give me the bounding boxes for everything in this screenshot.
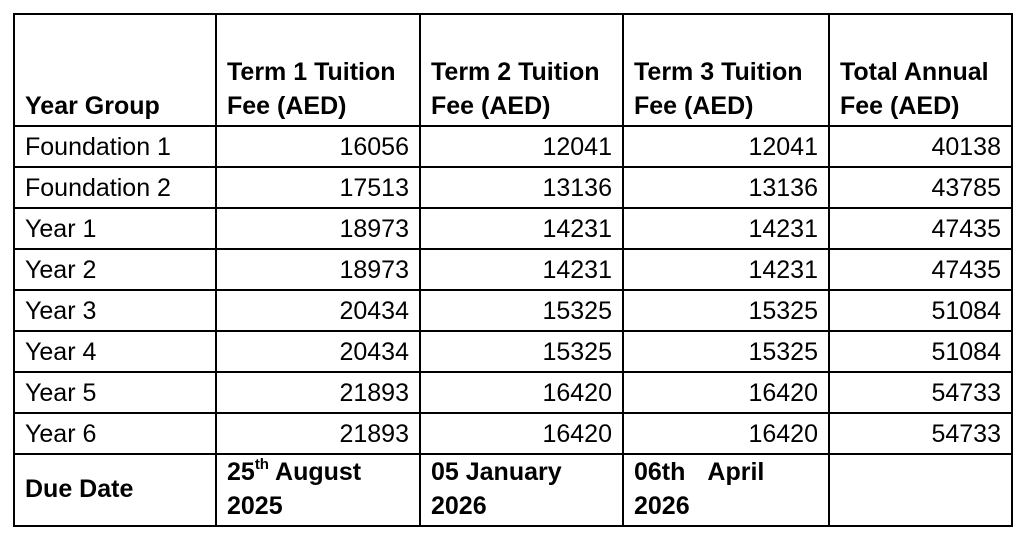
term1-fee-cell: 16056 xyxy=(216,126,420,167)
term3-fee-cell: 15325 xyxy=(623,331,829,372)
due-date-row xyxy=(14,454,1012,526)
total-fee-cell: 47435 xyxy=(829,249,1012,290)
term2-due-date: 05 January 2026 xyxy=(420,454,623,526)
year-group-cell: Year 2 xyxy=(14,249,216,290)
year-group-cell: Year 5 xyxy=(14,372,216,413)
header-row xyxy=(14,14,1012,126)
term2-fee-cell: 16420 xyxy=(420,413,623,454)
header-year-group: Year Group xyxy=(14,14,216,126)
total-fee-cell: 54733 xyxy=(829,413,1012,454)
term2-fee-cell: 16420 xyxy=(420,372,623,413)
term2-fee-cell: 15325 xyxy=(420,331,623,372)
table-row xyxy=(14,290,1012,331)
table-row xyxy=(14,413,1012,454)
term1-fee-cell: 17513 xyxy=(216,167,420,208)
year-group-cell: Year 4 xyxy=(14,331,216,372)
term1-fee-cell: 21893 xyxy=(216,372,420,413)
term2-fee-cell: 14231 xyxy=(420,249,623,290)
due-date-label: Due Date xyxy=(14,454,216,526)
term3-fee-cell: 16420 xyxy=(623,413,829,454)
total-fee-cell: 51084 xyxy=(829,331,1012,372)
term1-fee-cell: 18973 xyxy=(216,208,420,249)
term1-due-day: 25 xyxy=(227,458,255,486)
term3-fee-cell: 14231 xyxy=(623,249,829,290)
table-row xyxy=(14,249,1012,290)
term2-fee-cell: 12041 xyxy=(420,126,623,167)
header-term3-fee: Term 3 Tuition Fee (AED) xyxy=(623,14,829,126)
term1-due-date xyxy=(216,454,420,526)
fee-table xyxy=(13,13,1013,527)
total-fee-cell: 54733 xyxy=(829,372,1012,413)
table-row xyxy=(14,167,1012,208)
term3-fee-cell: 15325 xyxy=(623,290,829,331)
table-row xyxy=(14,208,1012,249)
term2-fee-cell: 13136 xyxy=(420,167,623,208)
header-total-annual-fee: Total Annual Fee (AED) xyxy=(829,14,1012,126)
year-group-cell: Foundation 2 xyxy=(14,167,216,208)
term3-due-date xyxy=(623,454,829,526)
year-group-cell: Year 1 xyxy=(14,208,216,249)
header-term1-fee: Term 1 Tuition Fee (AED) xyxy=(216,14,420,126)
total-fee-cell: 51084 xyxy=(829,290,1012,331)
term1-due-rest: August 2025 xyxy=(227,458,362,520)
term3-fee-cell: 13136 xyxy=(623,167,829,208)
year-group-cell: Year 6 xyxy=(14,413,216,454)
term3-fee-cell: 12041 xyxy=(623,126,829,167)
term1-fee-cell: 21893 xyxy=(216,413,420,454)
year-group-cell: Year 3 xyxy=(14,290,216,331)
total-due-date-empty xyxy=(829,454,1012,526)
term3-due-day: 06th xyxy=(634,458,686,486)
header-term2-fee: Term 2 Tuition Fee (AED) xyxy=(420,14,623,126)
term1-fee-cell: 20434 xyxy=(216,290,420,331)
term3-due-rest: April 2026 xyxy=(634,458,765,520)
total-fee-cell: 43785 xyxy=(829,167,1012,208)
term2-fee-cell: 15325 xyxy=(420,290,623,331)
year-group-cell: Foundation 1 xyxy=(14,126,216,167)
term2-fee-cell: 14231 xyxy=(420,208,623,249)
term1-fee-cell: 18973 xyxy=(216,249,420,290)
total-fee-cell: 40138 xyxy=(829,126,1012,167)
table-row xyxy=(14,331,1012,372)
term1-fee-cell: 20434 xyxy=(216,331,420,372)
term3-fee-cell: 14231 xyxy=(623,208,829,249)
total-fee-cell: 47435 xyxy=(829,208,1012,249)
term3-fee-cell: 16420 xyxy=(623,372,829,413)
table-row xyxy=(14,372,1012,413)
table-row xyxy=(14,126,1012,167)
term1-due-day-suffix: th xyxy=(254,455,269,473)
